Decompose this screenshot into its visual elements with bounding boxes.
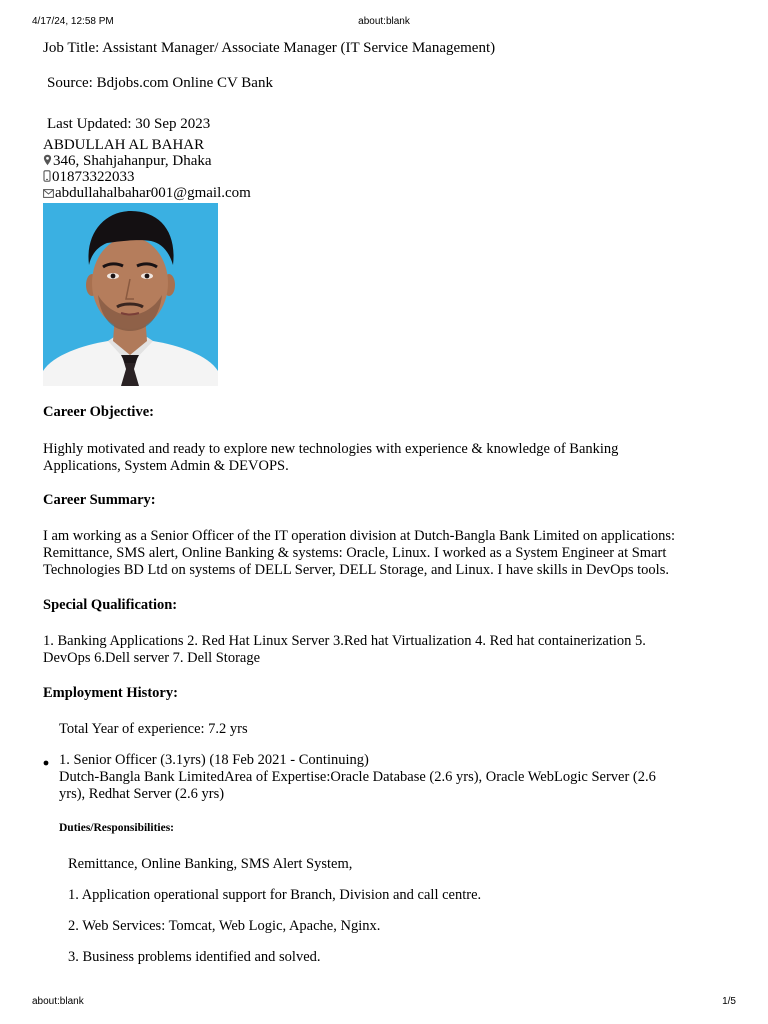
career-objective-heading: Career Objective: — [43, 404, 154, 420]
job-company-line: yrs), Redhat Server (2.6 yrs) — [59, 786, 225, 802]
duty-item: 2. Web Services: Tomcat, Web Logic, Apache, Nginx. — [68, 918, 381, 934]
job-entry — [59, 752, 656, 803]
job-title-line: 1. Senior Officer (3.1yrs) (18 Feb 2021 - Continuing) — [59, 752, 369, 768]
print-header — [0, 16, 768, 30]
career-objective-text — [43, 441, 618, 475]
career-summary-line: Remittance, SMS alert, Online Banking & systems: Oracle, Linux. I worked as a System Engineer at Smart — [43, 545, 667, 561]
print-page-number: 1/5 — [722, 996, 736, 1007]
print-footer — [0, 996, 768, 1010]
special-qualification-heading: Special Qualification: — [43, 597, 178, 613]
cv-source: Source: Bdjobs.com Online CV Bank — [47, 75, 273, 91]
duties-heading: Duties/Responsibilities: — [59, 822, 175, 834]
duty-item: 1. Application operational support for Branch, Division and call centre. — [68, 887, 482, 903]
total-experience: Total Year of experience: 7.2 yrs — [59, 721, 248, 737]
duty-item: 3. Business problems identified and solved. — [68, 949, 321, 965]
candidate-name: ABDULLAH AL BAHAR — [43, 137, 205, 153]
phone-text: 01873322033 — [52, 169, 135, 185]
email-text: abdullahalbahar001@gmail.com — [55, 185, 251, 201]
print-footer-url: about:blank — [32, 996, 84, 1007]
print-page-url: about:blank — [358, 16, 410, 27]
career-summary-heading: Career Summary: — [43, 492, 156, 508]
employment-history-heading: Employment History: — [43, 685, 178, 701]
bullet-icon — [43, 758, 49, 769]
address-text: 346, Shahjahanpur, Dhaka — [53, 153, 212, 169]
job-title: Job Title: Assistant Manager/ Associate Manager (IT Service Management) — [43, 40, 496, 56]
special-qualification-line: 1. Banking Applications 2. Red Hat Linux Server 3.Red hat Virtualization 4. Red hat containerization 5. — [43, 633, 646, 649]
career-summary-text — [43, 528, 675, 579]
career-summary-line: I am working as a Senior Officer of the IT operation division at Dutch-Bangla Bank Limited on applications: — [43, 528, 676, 544]
email-line[interactable] — [43, 185, 251, 203]
special-qualification-line: DevOps 6.Dell server 7. Dell Storage — [43, 650, 261, 666]
print-datetime: 4/17/24, 12:58 PM — [32, 16, 114, 27]
duty-item: Remittance, Online Banking, SMS Alert System, — [68, 856, 353, 872]
job-company-line: Dutch-Bangla Bank LimitedArea of Expertise:Oracle Database (2.6 yrs), Oracle WebLogic Server (2.6 — [59, 769, 656, 785]
profile-photo — [43, 203, 218, 386]
career-objective-line: Applications, System Admin & DEVOPS. — [43, 458, 289, 474]
last-updated: Last Updated: 30 Sep 2023 — [47, 116, 211, 132]
special-qualification-text — [43, 633, 646, 667]
career-summary-line: Technologies BD Ltd on systems of DELL Server, DELL Storage, and Linux. I have skills in DevOps tools. — [43, 562, 669, 578]
envelope-icon — [43, 186, 54, 203]
career-objective-line: Highly motivated and ready to explore new technologies with experience & knowledge of Banking — [43, 441, 619, 457]
